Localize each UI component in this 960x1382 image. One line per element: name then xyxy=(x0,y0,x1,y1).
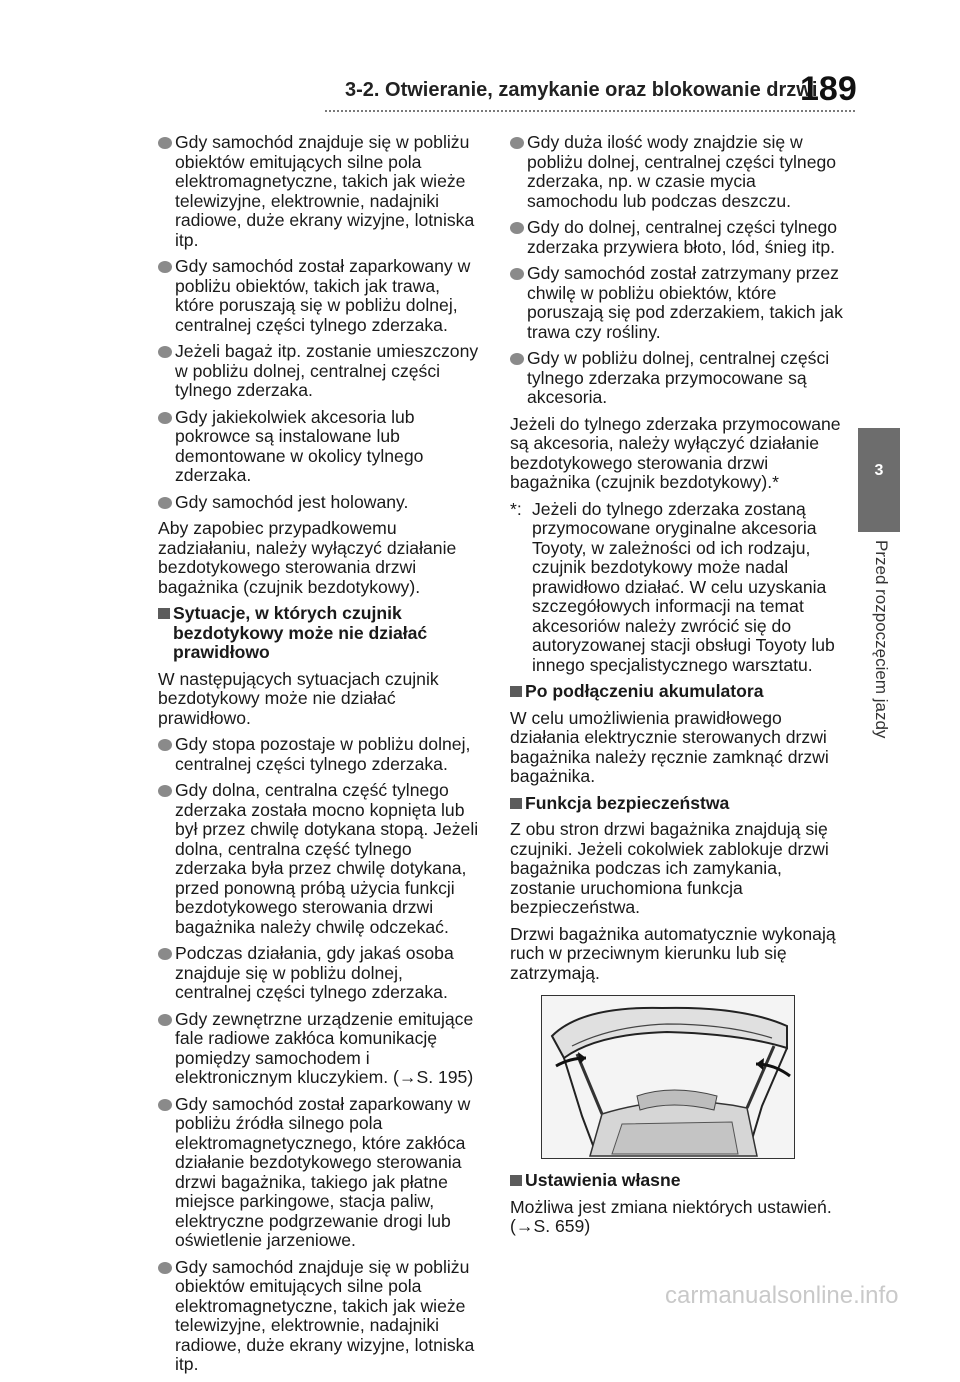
section-heading: Sytuacje, w których czujnik bezdotykowy może nie działać prawidłowo xyxy=(158,604,480,663)
tailgate-illustration-svg xyxy=(542,996,794,1158)
paragraph: Możliwa jest zmiana niektórych ustawień. (→S. 659) xyxy=(510,1196,832,1236)
footnote-mark: *: xyxy=(510,498,522,519)
bullet-item: Gdy do dolnej, centralnej części tylnego zderzaka przywiera błoto, lód, śnieg itp. xyxy=(510,218,844,257)
bullet-item: Gdy duża ilość wody znajdzie się w pobliżu dolnej, centralnej części tylnego zderzaka, np. w czasie mycia samochodu lub podczas deszczu. xyxy=(510,133,844,211)
section-square-icon xyxy=(510,798,522,809)
section-square-icon xyxy=(510,1175,522,1186)
bullet-dot-icon xyxy=(158,137,172,149)
left-column xyxy=(158,133,480,1382)
bullet-dot-icon xyxy=(158,346,172,358)
bullet-dot-icon xyxy=(158,785,172,797)
bullet-item: Jeżeli bagaż itp. zostanie umieszczony w pobliżu dolnej, centralnej części tylnego zderzaka. xyxy=(158,342,480,401)
chapter-title-vertical xyxy=(871,540,893,739)
section-square-icon xyxy=(510,686,522,697)
watermark: carmanualsonline.info xyxy=(665,1282,899,1309)
bullet-dot-icon xyxy=(510,222,524,234)
section-heading: Funkcja bezpieczeństwa xyxy=(510,794,844,814)
paragraph: W następujących sytuacjach czujnik bezdotykowy może nie działać prawidłowo. xyxy=(158,668,439,728)
bullet-dot-icon xyxy=(158,497,172,509)
section-square-icon xyxy=(158,608,170,619)
bullet-item: Gdy samochód jest holowany. xyxy=(158,493,480,513)
bullet-dot-icon xyxy=(158,948,172,960)
paragraph: Drzwi bagażnika automatycznie wykonają ruch w przeciwnym kierunku lub się zatrzymają. xyxy=(510,923,836,983)
paragraph: W celu umożliwienia prawidłowego działania elektrycznie sterowanych drzwi bagażnika należy ręcznie zamknąć drzwi bagażnika. xyxy=(510,707,829,786)
bullet-item: Gdy samochód został zatrzymany przez chwilę w pobliżu obiektów, które poruszają się pod zderzakiem, takich jak trawa czy rośliny. xyxy=(510,264,844,342)
footnote xyxy=(510,500,844,676)
paragraph: Aby zapobiec przypadkowemu zadziałaniu, należy wyłączyć działanie bezdotykowego sterowania drzwi bagażnika (czujnik bezdotykowy). xyxy=(158,518,457,597)
bullet-dot-icon xyxy=(158,412,172,424)
bullet-item: Gdy w pobliżu dolnej, centralnej części tylnego zderzaka przymocowane są akcesoria. xyxy=(510,349,844,408)
chapter-title-text: Przed rozpoczęciem jazdy xyxy=(872,540,891,739)
bullet-item: Gdy zewnętrzne urządzenie emitujące fale radiowe zakłóca komunikację pomiędzy samochodem i elektronicznym kluczykiem. (→S. 195) xyxy=(158,1010,480,1088)
section-heading: Po podłączeniu akumulatora xyxy=(510,682,844,702)
running-header: 3-2. Otwieranie, zamykanie oraz blokowanie drzwi xyxy=(345,79,818,101)
paragraph: Z obu stron drzwi bagażnika znajdują się czujniki. Jeżeli cokolwiek zablokuje drzwi bagażnika podczas ich zamykania, zostanie uruchomiona funkcja bezpieczeństwa. xyxy=(510,819,829,917)
page-number: 189 xyxy=(800,70,857,108)
bullet-dot-icon xyxy=(510,268,524,280)
footnote-text: Jeżeli do tylnego zderzaka zostaną przymocowane oryginalne akcesoria Toyoty, w zależności od ich rodzaju, czujnik bezdotykowy może nadal prawidłowo działać. W celu uzyskania szczegółowych informacji na temat akcesoriów należy zwrócić się do autoryzowanej stacji obsługi Toyoty lub innego specjalistycznego warsztatu. xyxy=(532,498,835,675)
tailgate-sensor-illustration xyxy=(541,995,795,1159)
bullet-item: Gdy samochód został zaparkowany w pobliżu obiektów, takich jak trawa, które poruszają się w pobliżu dolnej, centralnej części tylnego zderzaka. xyxy=(158,257,480,335)
bullet-item: Gdy samochód został zaparkowany w pobliżu źródła silnego pola elektromagnetycznego, które zakłóca działanie bezdotykowego sterowania drzwi bagażnika, takiego jak płatne miejsce parkingowe, stacja paliw, elektryczne podgrzewanie drogi lub oświetlenie jarzeniowe. xyxy=(158,1095,480,1251)
bullet-dot-icon xyxy=(510,353,524,365)
bullet-dot-icon xyxy=(158,1262,172,1274)
paragraph: Jeżeli do tylnego zderzaka przymocowane są akcesoria, należy wyłączyć działanie bezdotykowego sterowania drzwi bagażnika (czujnik bezdotykowy).* xyxy=(510,413,841,492)
section-heading: Ustawienia własne xyxy=(510,1171,844,1191)
bullet-item: Gdy stopa pozostaje w pobliżu dolnej, centralnej części tylnego zderzaka. xyxy=(158,735,480,774)
chapter-number: 3 xyxy=(874,462,884,479)
right-column xyxy=(510,133,844,1244)
bullet-item: Gdy dolna, centralna część tylnego zderzaka została mocno kopnięta lub był przez chwilę dotykana stopą. Jeżeli dolna, centralna część tylnego zderzaka była przez chwilę dotykana, przed ponowną próbą użycia funkcji bezdotykowego sterowania drzwi bagażnika należy chwilę odczekać. xyxy=(158,781,480,937)
bullet-dot-icon xyxy=(510,137,524,149)
bullet-dot-icon xyxy=(158,1014,172,1026)
chapter-tab xyxy=(858,428,900,532)
bullet-item: Gdy samochód znajduje się w pobliżu obiektów emitujących silne pola elektromagnetyczne, takich jak wieże telewizyjne, elektrownie, nadajniki radiowe, duże ekrany wizyjne, lotniska itp. xyxy=(158,133,480,250)
header-rule xyxy=(325,110,855,112)
bullet-item: Podczas działania, gdy jakaś osoba znajduje się w pobliżu dolnej, centralnej części tylnego zderzaka. xyxy=(158,944,480,1003)
bullet-dot-icon xyxy=(158,739,172,751)
bullet-dot-icon xyxy=(158,1099,172,1111)
bullet-dot-icon xyxy=(158,261,172,273)
bullet-item: Gdy samochód znajduje się w pobliżu obiektów emitujących silne pola elektromagnetyczne, takich jak wieże telewizyjne, elektrownie, nadajniki radiowe, duże ekrany wizyjne, lotniska itp. xyxy=(158,1258,480,1375)
bullet-item: Gdy jakiekolwiek akcesoria lub pokrowce są instalowane lub demontowane w okolicy tylnego zderzaka. xyxy=(158,408,480,486)
